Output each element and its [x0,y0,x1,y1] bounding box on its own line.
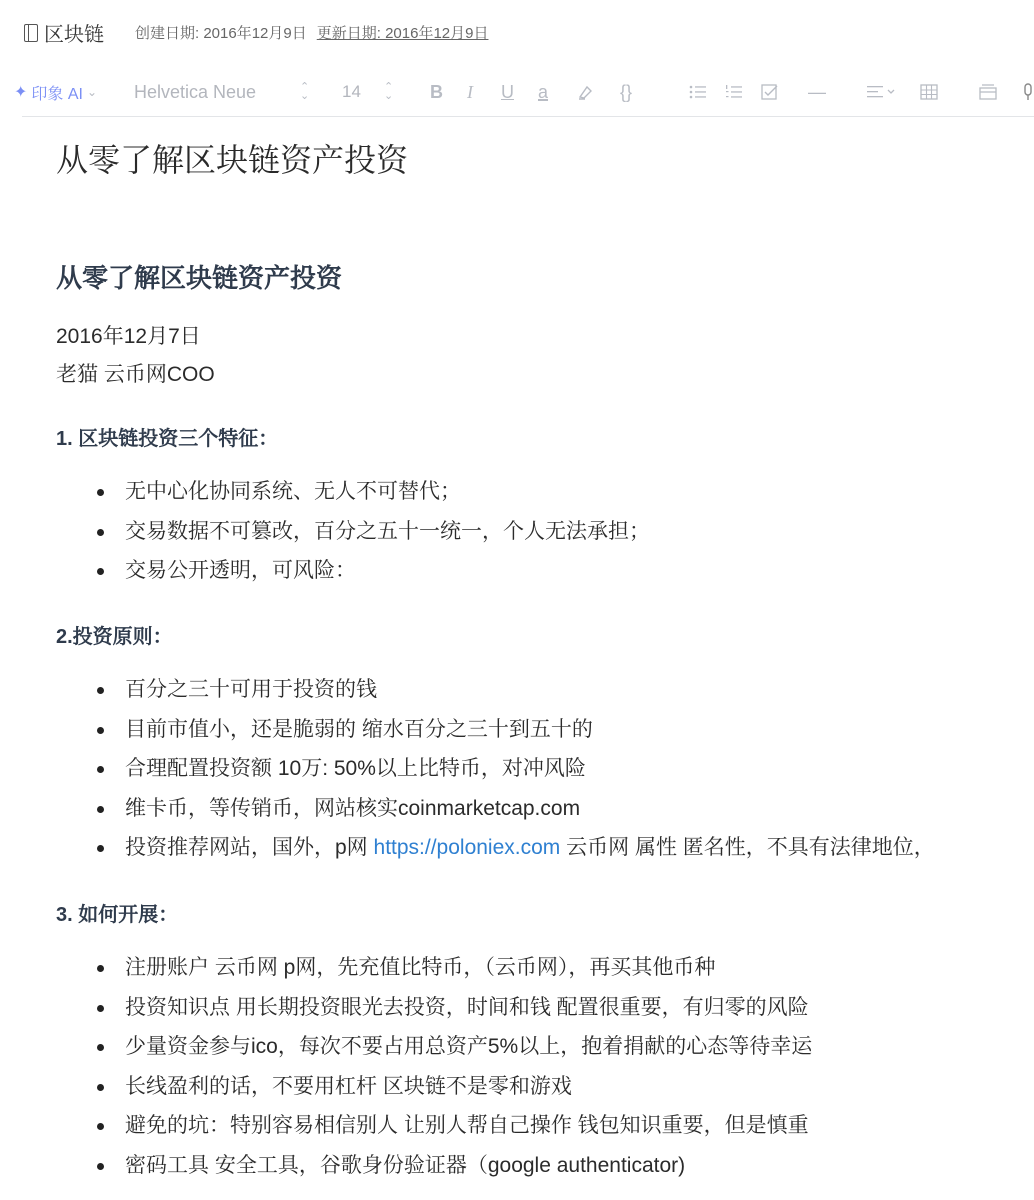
list-item: 维卡币，等传销币，网站核实coinmarketcap.com [56,789,935,829]
section3-heading: 3. 如何开展： [56,904,179,926]
highlighter-icon[interactable] [576,80,596,104]
ai-assistant-button[interactable] [14,80,97,104]
italic-button[interactable]: I [467,81,473,102]
list-item: 百分之三十可用于投资的钱 [56,670,935,710]
list-item: 无中心化协同系统、无人不可替代； [56,472,650,512]
note-header [0,0,1034,62]
notebook-icon [24,24,38,42]
section2-heading: 2.投资原则： [56,626,173,648]
microphone-icon[interactable] [1022,80,1034,104]
list-item-text: 投资推荐网站，国外，p网 [125,836,374,859]
list-item: 密码工具 安全工具，谷歌身份验证器（google authenticator) [56,1146,812,1186]
checklist-icon[interactable] [760,80,780,104]
font-size-stepper-icon[interactable]: ⌃ ⌄ [384,81,394,102]
code-block-button[interactable]: {} [620,81,633,102]
note-body[interactable] [56,130,1034,1177]
list-item: 交易公开透明，可风险： [56,551,650,591]
font-size-value: 14 [342,82,361,101]
underline-button[interactable]: U [501,81,514,102]
list-item [56,828,935,868]
numbered-list-icon[interactable] [724,80,744,104]
toolbar-divider [22,116,1034,117]
notebook-selector[interactable] [24,18,104,47]
text-color-button[interactable]: a [538,81,549,102]
doc-author: 老猫 云币网COO [56,363,215,386]
chevron-down-icon: ⌄ [86,85,98,99]
created-date: 创建日期: 2016年12月9日 [135,25,307,42]
list-item: 避免的坑：特别容易相信别人 让别人帮自己操作 钱包知识重要，但是慎重 [56,1106,812,1146]
font-family-stepper-icon[interactable]: ⌃ ⌄ [300,81,310,102]
formatting-toolbar [0,62,1034,120]
table-icon[interactable] [920,80,938,104]
list-item: 长线盈利的话，不要用杠杆 区块链不是零和游戏 [56,1067,812,1107]
notebook-name: 区块链 [44,24,104,46]
section1-heading: 1. 区块链投资三个特征： [56,428,279,450]
section1-list [56,472,650,591]
section2-list [56,670,935,868]
bold-button[interactable]: B [430,81,443,102]
font-family-value: Helvetica Neue [134,81,257,102]
font-family-select[interactable] [134,80,256,104]
ai-label: 印象 AI [31,85,83,103]
doc-heading: 从零了解区块链资产投资 [56,263,343,293]
horizontal-rule-button[interactable]: — [808,81,826,102]
align-left-icon[interactable] [866,80,898,104]
poloniex-link[interactable]: https://poloniex.com [373,836,561,859]
updated-date[interactable]: 更新日期: 2016年12月9日 [316,25,489,42]
doc-date: 2016年12月7日 [56,325,201,348]
list-item: 合理配置投资额 10万: 50%以上比特币，对冲风险 [56,749,935,789]
font-size-select[interactable] [342,80,361,104]
panel-icon[interactable] [978,80,998,104]
list-item-text: 云币网 属性 匿名性，不具有法律地位， [560,836,935,859]
list-item: 少量资金参与ico，每次不要占用总资产5%以上，抱着捐献的心态等待幸运 [56,1027,812,1067]
list-item: 交易数据不可篡改，百分之五十一统一，个人无法承担； [56,512,650,552]
section3-list [56,948,812,1185]
bullet-list-icon[interactable] [688,80,708,104]
sparkle-icon: ✦ [14,84,28,101]
note-title[interactable]: 从零了解区块链资产投资 [56,142,409,178]
list-item: 投资知识点 用长期投资眼光去投资，时间和钱 配置很重要，有归零的风险 [56,988,812,1028]
note-dates [135,22,488,43]
list-item: 目前市值小，还是脆弱的 缩水百分之三十到五十的 [56,710,935,750]
list-item: 注册账户 云币网 p网，先充值比特币，（云币网），再买其他币种 [56,948,812,988]
